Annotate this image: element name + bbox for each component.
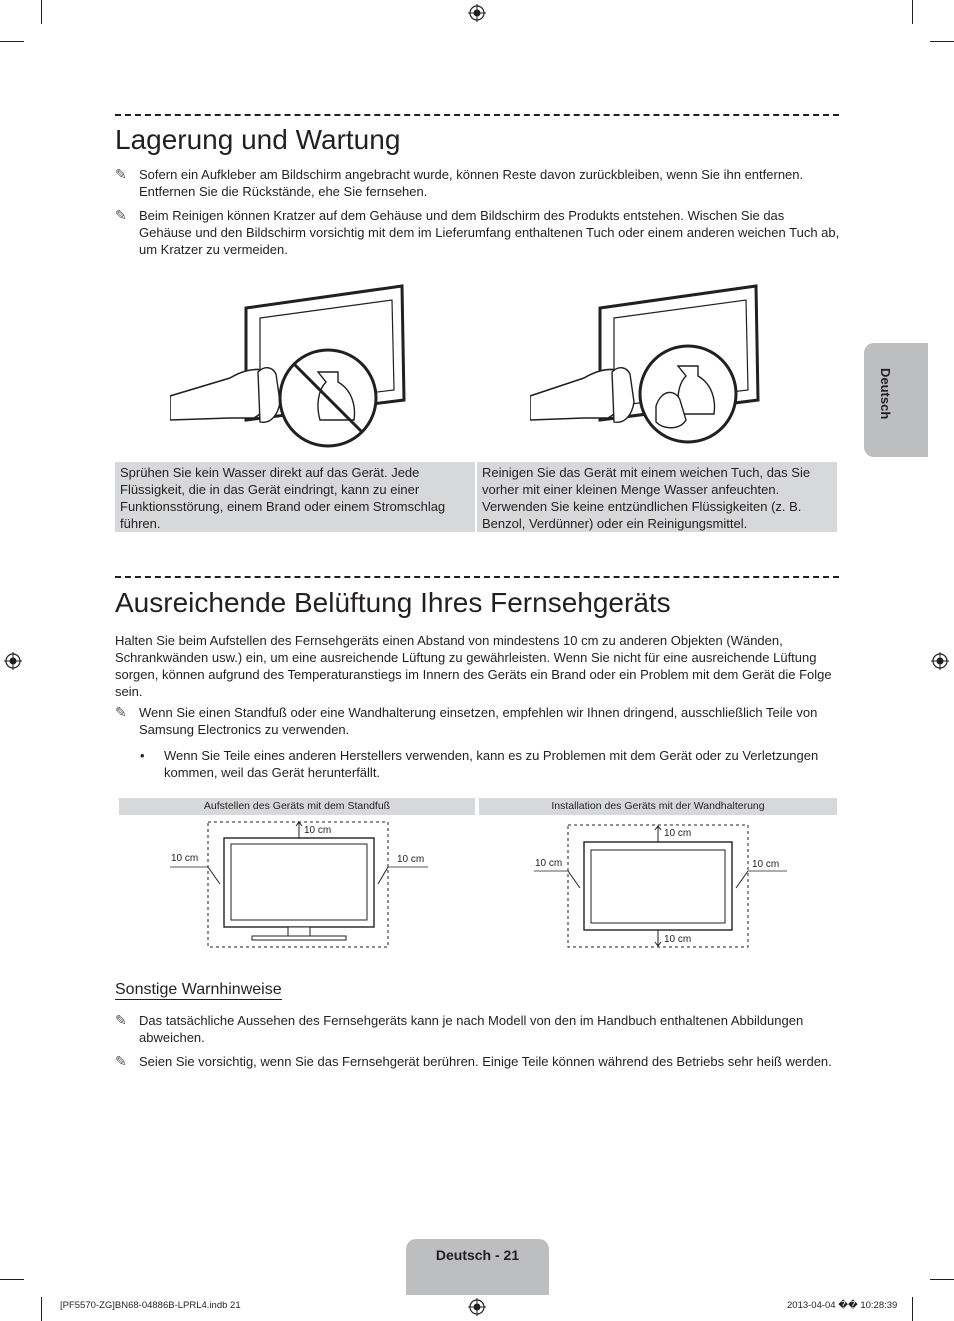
clearance-label-top: 10 cm — [304, 825, 332, 836]
illustration-wipe-cloth — [530, 282, 770, 450]
registration-mark-icon — [4, 652, 22, 670]
illustration-no-spray — [170, 282, 410, 450]
note-cleaning: ✎ Beim Reinigen können Kratzer auf dem Gehäuse und dem Bildschirm des Produkts entstehen. Wischen Sie das Gehäuse und den Bildschirm vorsichtig mit dem im Lieferumfang enthaltenen Tuch oder einem anderen weichen Tuch ab, um Kratzer zu vermeiden. — [115, 207, 840, 257]
crop-mark — [930, 41, 954, 42]
bullet-other-manufacturer: • Wenn Sie Teile eines anderen Herstellers verwenden, kann es zu Problemen mit dem Gerät oder zu Verletzungen kommen, weil das Gerät herunterfällt. — [140, 748, 819, 780]
date-slug: 2013-04-04 �� 10:28:39 — [787, 1300, 898, 1311]
registration-mark-icon — [931, 652, 949, 670]
note-appearance: ✎ Das tatsächliche Aussehen des Fernsehgeräts kann je nach Modell von den im Handbuch enthaltenen Abbildungen abweichen. — [115, 1012, 804, 1045]
subsection-title-warnings: Sonstige Warnhinweise — [115, 981, 282, 998]
file-slug: [PF5570-ZG]BN68-04886B-LPRL4.indb 21 — [60, 1300, 241, 1311]
clearance-label-left: 10 cm — [535, 858, 563, 869]
section-title-ventilation: Ausreichende Belüftung Ihres Fernsehgeräts — [115, 587, 671, 618]
caption-wipe-cloth: Reinigen Sie das Gerät mit einem weichen Tuch, das Sie vorher mit einer kleinen Menge Wasser anfeuchten. Verwenden Sie keine entzündlichen Flüssigkeiten (z. B. Benzol, Verdünner) oder ein Reinigungsmittel. — [477, 462, 837, 532]
caption-no-spray: Sprühen Sie kein Wasser direkt auf das Gerät. Jede Flüssigkeit, die in das Gerät eindringt, kann zu einer Funktionsstörung, einem Brand oder einem Stromschlag führen. — [115, 462, 475, 532]
note-samsung-parts: ✎ Wenn Sie einen Standfuß oder eine Wandhalterung einsetzen, empfehlen wir Ihnen dringend, ausschließlich Teile von Samsung Electronics zu verwenden. — [115, 704, 818, 737]
ventilation-paragraph: Halten Sie beim Aufstellen des Fernsehgeräts einen Abstand von mindestens 10 cm zu anderen Objekten (Wänden, Schrankwänden usw.) ein, um eine ausreichende Lüftung zu gewährleisten. Wenn Sie nicht für eine ausreichende Lüftung sorgen, können aufgrund des Temperaturanstiegs im Innern des Geräts ein Brand oder ein Problem mit dem Gerät die Folge sein. — [115, 633, 832, 699]
language-tab: Deutsch — [864, 343, 928, 457]
note-sticker: ✎ Sofern ein Aufkleber am Bildschirm angebracht wurde, können Reste davon zurückbleiben, wenn Sie ihn entfernen. Entfernen Sie die Rückstände, ehe Sie fernsehen. — [115, 166, 804, 199]
crop-mark — [912, 0, 913, 24]
clearance-label-right: 10 cm — [752, 859, 780, 870]
crop-mark — [912, 1297, 913, 1321]
clearance-label-right: 10 cm — [397, 854, 425, 865]
crop-mark — [41, 1297, 42, 1321]
clearance-label-left: 10 cm — [171, 853, 199, 864]
crop-mark — [0, 1279, 24, 1280]
note-hot-parts: ✎ Seien Sie vorsichtig, wenn Sie das Fernsehgerät berühren. Einige Teile können während des Betriebs sehr heiß werden. — [115, 1053, 832, 1069]
diagram-stand-clearance — [160, 818, 440, 948]
registration-mark-icon — [468, 1298, 486, 1316]
registration-mark-icon — [468, 4, 486, 22]
clearance-label-bottom: 10 cm — [664, 934, 692, 945]
pencil-note-icon: ✎ — [115, 1012, 127, 1028]
crop-mark — [0, 41, 24, 42]
page-number-tab: Deutsch - 21 — [406, 1239, 549, 1295]
section-divider — [115, 114, 839, 116]
clearance-label-top: 10 cm — [664, 828, 692, 839]
section-title-storage: Lagerung und Wartung — [115, 124, 401, 155]
diagram-wall-clearance — [530, 820, 795, 952]
diagram-title-stand: Aufstellen des Geräts mit dem Standfuß — [119, 798, 475, 815]
pencil-note-icon: ✎ — [115, 704, 127, 720]
pencil-note-icon: ✎ — [115, 207, 127, 223]
diagram-title-wall: Installation des Geräts mit der Wandhalterung — [479, 798, 837, 815]
crop-mark — [930, 1279, 954, 1280]
pencil-note-icon: ✎ — [115, 166, 127, 182]
section-divider — [115, 576, 839, 578]
pencil-note-icon: ✎ — [115, 1053, 127, 1069]
crop-mark — [41, 0, 42, 24]
